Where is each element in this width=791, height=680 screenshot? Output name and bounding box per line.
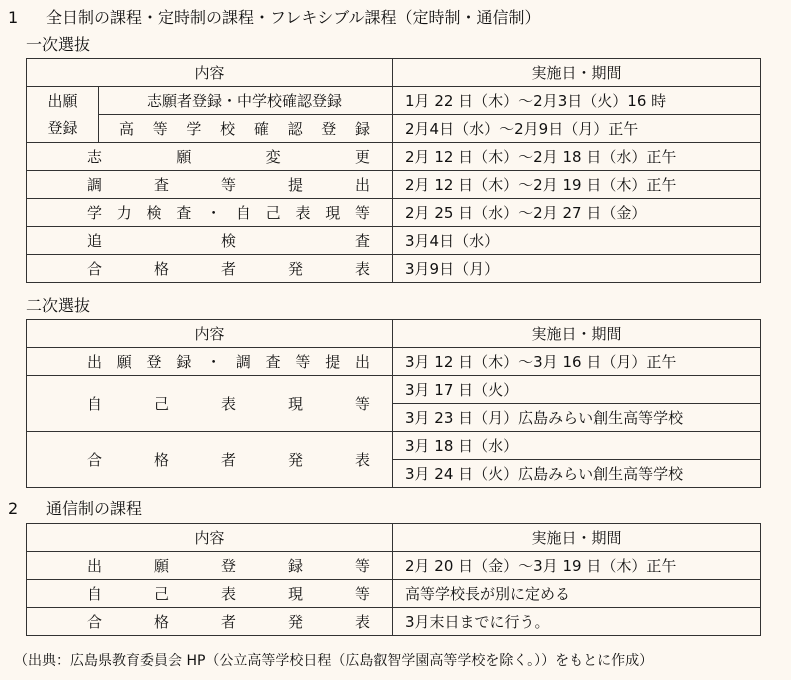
second-selection-subtitle: 二次選抜 [26,296,91,315]
table-row [27,608,761,636]
table-header-row [27,524,761,552]
header-date: 実施日・期間 [393,320,761,348]
row-content: 出願登録・調査等提出 [27,348,393,376]
row-date: 2月 12 日（木）～2月 18 日（水）正午 [393,143,761,171]
table-row [27,115,761,143]
section-2-heading [8,499,142,519]
table-row [27,580,761,608]
row-content: 合格者発表 [27,432,393,488]
row-content: 志願者登録・中学校確認登録 [99,87,393,115]
table-row [27,227,761,255]
row-content: 自己表現等 [27,376,393,432]
table-header-row [27,320,761,348]
section-title: 全日制の課程・定時制の課程・フレキシブル課程（定時制・通信制） [46,8,541,27]
row-content: 高等学校確認登録 [99,115,393,143]
application-group-line-2: 登録 [47,118,78,137]
table-row [27,143,761,171]
first-selection-subtitle: 一次選抜 [26,35,91,54]
row-date: 2月4日（水）～2月9日（月）正午 [393,115,761,143]
row-content: 合格者発表 [27,255,393,283]
table-header-row [27,59,761,87]
source-note: （出典：広島県教育委員会 HP（公立高等学校日程（広島叡智学園高等学校を除く。））をもとに作成） [14,653,654,669]
table-row [27,376,761,404]
table-row [27,87,761,115]
row-date: 3月4日（水） [393,227,761,255]
table-row [27,255,761,283]
row-content: 志願変更 [27,143,393,171]
row-date: 2月 25 日（水）～2月 27 日（金） [393,199,761,227]
row-date: 高等学校長が別に定める [393,580,761,608]
application-group-line-1: 出願 [47,91,78,110]
section-number: 1 [8,8,19,27]
table-row [27,171,761,199]
row-date: 3月9日（月） [393,255,761,283]
table-row [27,552,761,580]
table-row [27,432,761,460]
section-number: 2 [8,499,19,518]
application-group-label [27,87,99,143]
section-1-heading [8,8,541,28]
table-row [27,348,761,376]
row-date: 3月 23 日（月）広島みらい創生高等学校 [393,404,761,432]
correspondence-table [26,523,761,636]
header-content: 内容 [27,59,393,87]
header-content: 内容 [27,524,393,552]
row-date: 1月 22 日（木）～2月3日（火）16 時 [393,87,761,115]
header-date: 実施日・期間 [393,524,761,552]
row-date: 3月 24 日（火）広島みらい創生高等学校 [393,460,761,488]
row-date: 3月末日までに行う。 [393,608,761,636]
row-content: 自己表現等 [27,580,393,608]
header-content: 内容 [27,320,393,348]
row-date: 3月 12 日（木）～3月 16 日（月）正午 [393,348,761,376]
row-content: 追検査 [27,227,393,255]
second-selection-table [26,319,761,488]
row-date: 3月 18 日（水） [393,432,761,460]
row-content: 出願登録等 [27,552,393,580]
row-date: 2月 20 日（金）～3月 19 日（木）正午 [393,552,761,580]
row-date: 3月 17 日（火） [393,376,761,404]
row-date: 2月 12 日（木）～2月 19 日（木）正午 [393,171,761,199]
row-content: 調査等提出 [27,171,393,199]
first-selection-table [26,58,761,283]
section-title: 通信制の課程 [46,499,143,518]
row-content: 合格者発表 [27,608,393,636]
table-row [27,199,761,227]
header-date: 実施日・期間 [393,59,761,87]
row-content: 学力検査・自己表現等 [27,199,393,227]
